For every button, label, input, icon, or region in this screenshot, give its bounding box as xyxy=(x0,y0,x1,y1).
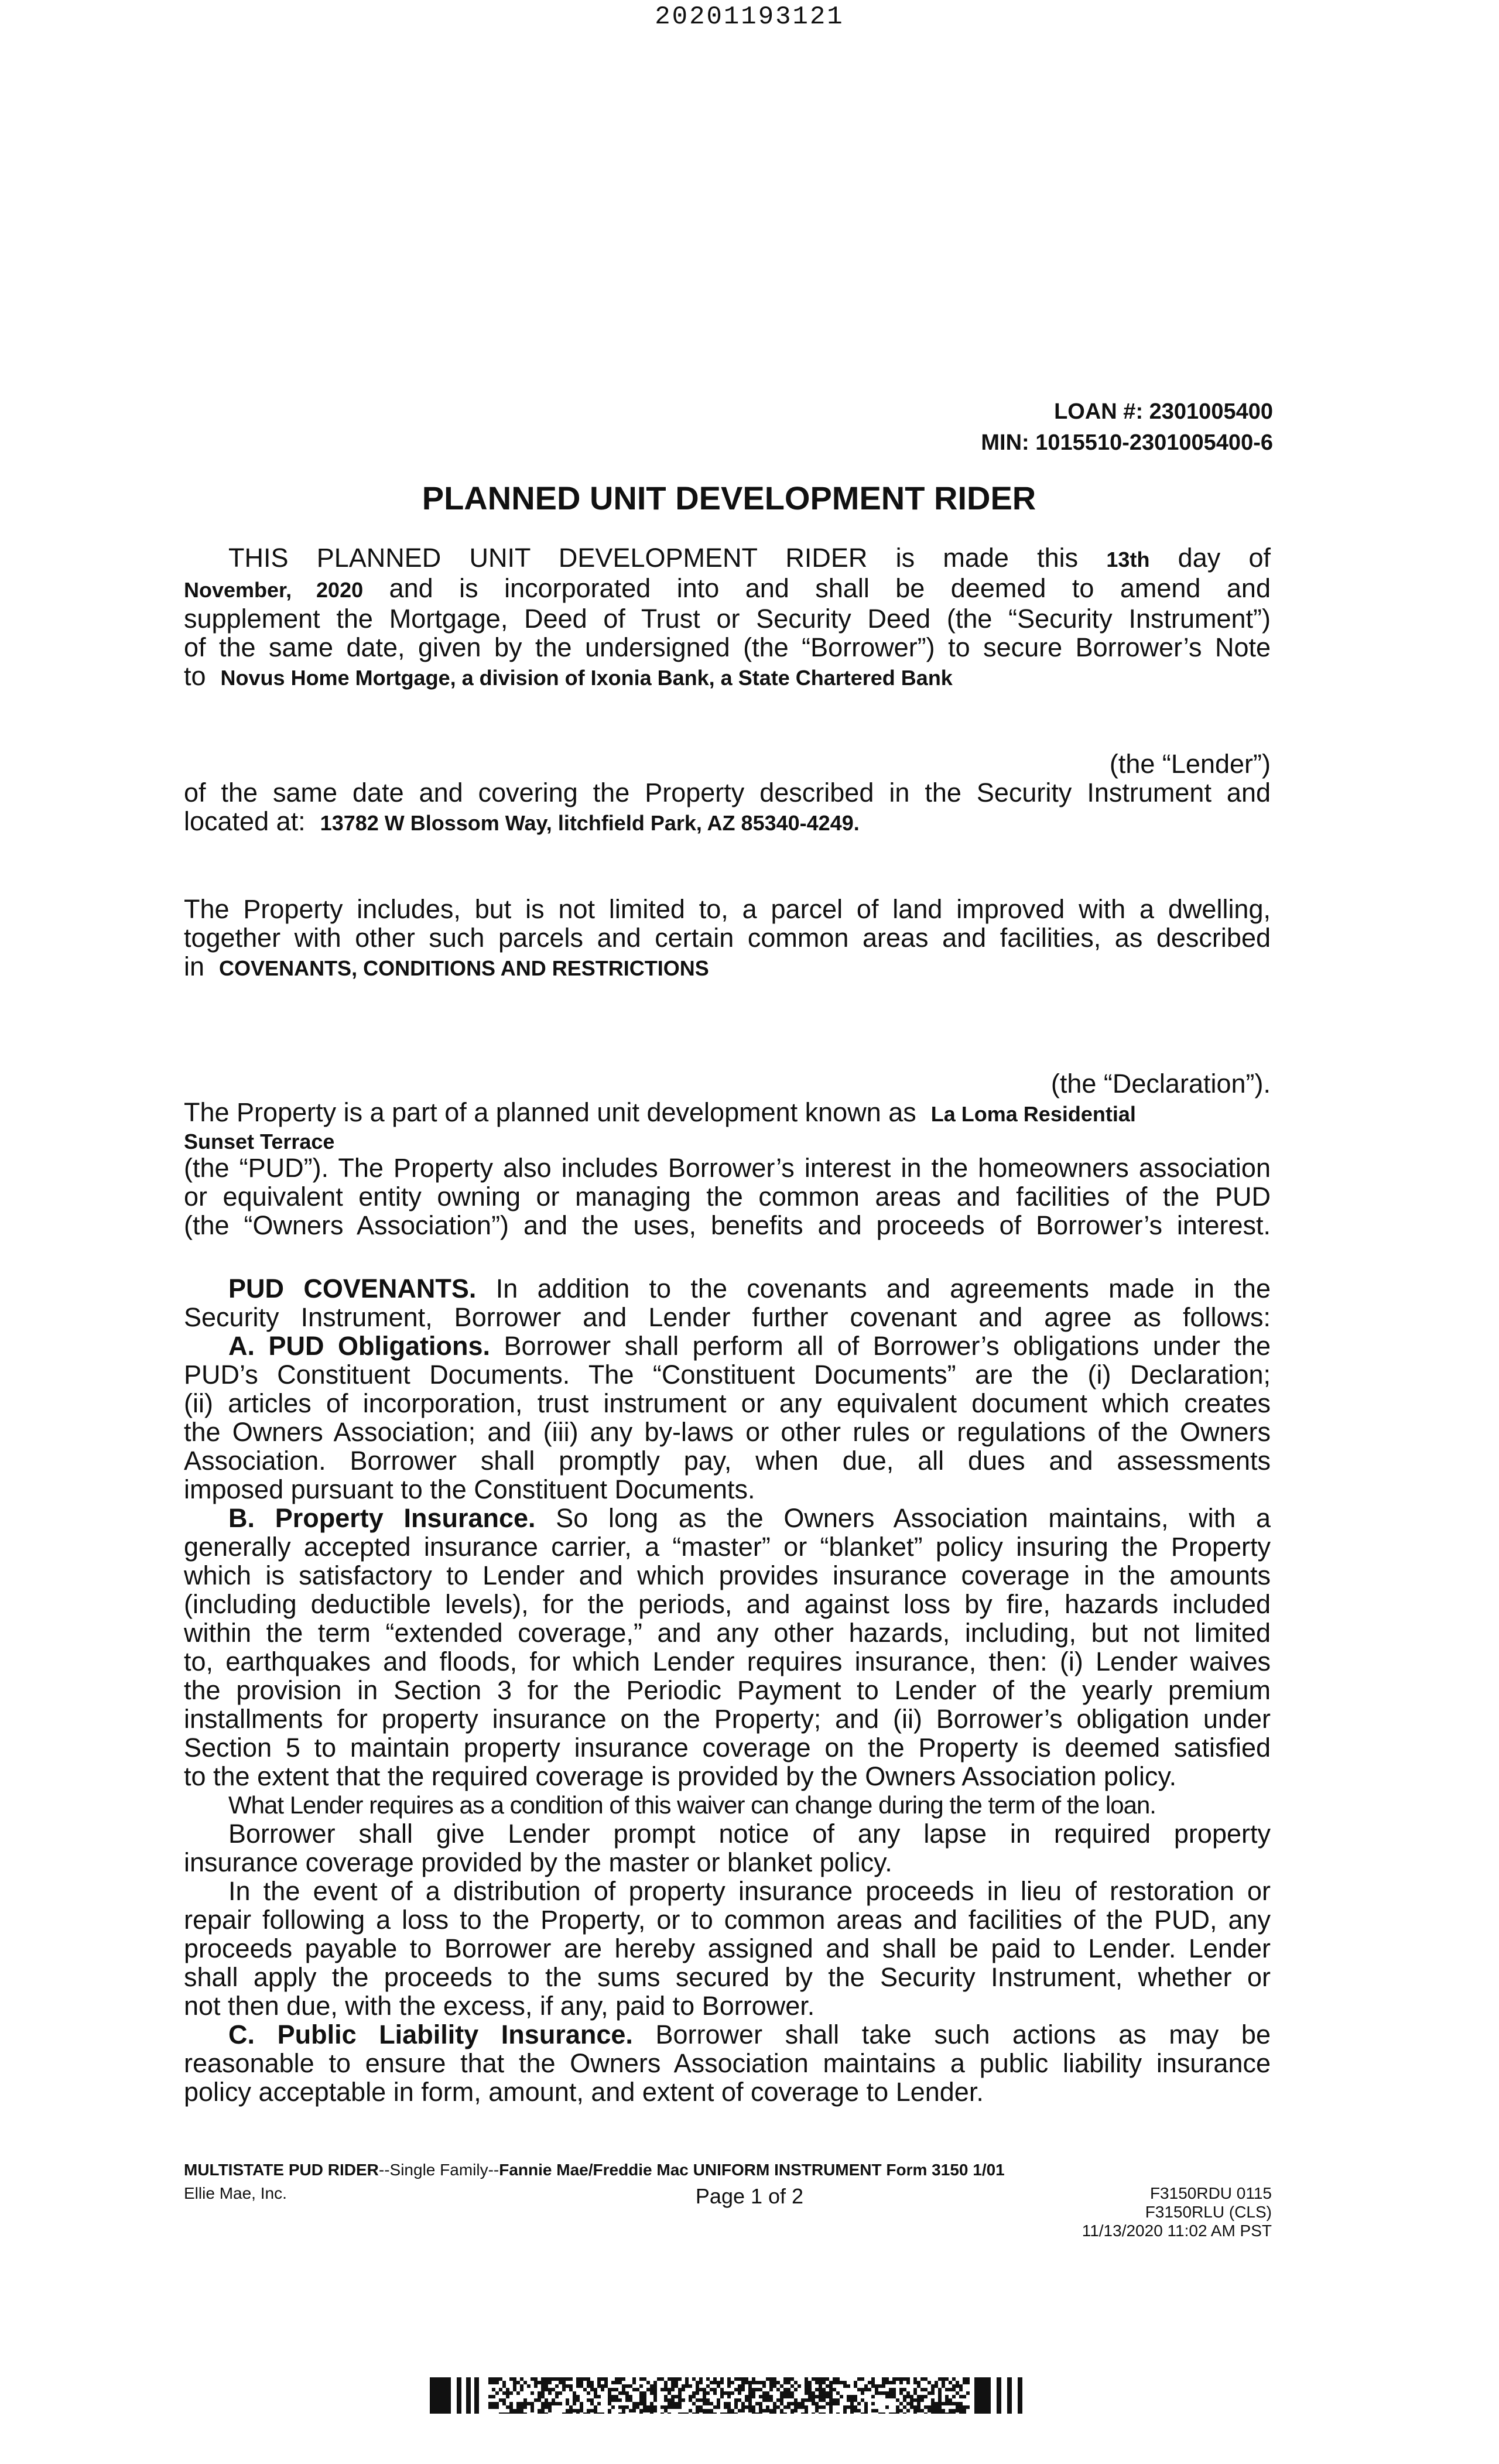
property-line-3: in COVENANTS, CONDITIONS AND RESTRICTIONS xyxy=(184,952,709,981)
property-line-2: together with other such parcels and certain common areas and facilities, as described xyxy=(184,923,1271,953)
intro-line-4: of the same date, given by the undersigned (the “Borrower”) to secure Borrower’s Note xyxy=(184,632,1271,662)
section-b-line-18: not then due, with the excess, if any, paid to Borrower. xyxy=(184,1991,815,2021)
section-b-line-1: B. Property Insurance. So long as the Owners Association maintains, with a xyxy=(228,1503,1271,1533)
the-lender-label: (the “Lender”) xyxy=(1109,749,1271,779)
intro-paragraph xyxy=(184,543,1271,692)
form-code-1: F3150RDU 0115 xyxy=(1149,2184,1272,2202)
the-declaration-label: (the “Declaration”). xyxy=(1050,1069,1271,1098)
section-b-line-9: Section 5 to maintain property insurance coverage on the Property is deemed satisfied xyxy=(184,1733,1271,1763)
section-b-line-14: In the event of a distribution of property insurance proceeds in lieu of restoration or xyxy=(228,1876,1271,1906)
pud-name-field: La Loma Residential xyxy=(930,1102,1136,1126)
section-b-line-3: which is satisfactory to Lender and which provides insurance coverage in the amounts xyxy=(184,1560,1271,1590)
section-b-line-7: the provision in Section 3 for the Periodic Payment to Lender of the yearly premium xyxy=(184,1675,1271,1705)
page-title: PLANNED UNIT DEVELOPMENT RIDER xyxy=(422,480,1036,516)
section-b-line-6: to, earthquakes and floods, for which Lender requires insurance, then: (i) Lender waives xyxy=(184,1647,1271,1676)
section-b-line-2: generally accepted insurance carrier, a “master” or “blanket” policy insuring the Property xyxy=(184,1532,1271,1562)
section-c-line-1: C. Public Liability Insurance. Borrower shall take such actions as may be xyxy=(228,2020,1271,2049)
min-number: MIN: 1015510-2301005400-6 xyxy=(981,430,1273,455)
section-b-line-11: What Lender requires as a condition of this waiver can change during the term of the loan. xyxy=(228,1791,1156,1819)
form-code-2: F3150RLU (CLS) xyxy=(1145,2203,1272,2221)
section-a-line-2: PUD’s Constituent Documents. The “Constituent Documents” are the (i) Declaration; xyxy=(184,1360,1271,1390)
property-paragraph xyxy=(184,895,1271,983)
timestamp: 11/13/2020 11:02 AM PST xyxy=(1082,2222,1272,2240)
section-b-line-16: proceeds payable to Borrower are hereby assigned and shall be paid to Lender. Lender xyxy=(184,1933,1271,1963)
covenants-section xyxy=(184,1274,1271,2106)
lender-line-3: located at: 13782 W Blossom Way, litchfield Park, AZ 85340-4249. xyxy=(184,806,860,836)
pud-line-2 xyxy=(184,1128,1271,1154)
lender-field: Novus Home Mortgage, a division of Ixonia Bank, a State Chartered Bank xyxy=(220,666,953,690)
section-a-line-3: (ii) articles of incorporation, trust instrument or any equivalent document which creates xyxy=(184,1388,1271,1418)
intro-line-3: supplement the Mortgage, Deed of Trust or Security Deed (the “Security Instrument”) xyxy=(184,604,1271,634)
section-c-heading: C. Public Liability Insurance. xyxy=(228,2020,633,2049)
loan-number: LOAN #: 2301005400 xyxy=(1054,399,1273,424)
section-b-line-15: repair following a loss to the Property, or to common areas and facilities of the PUD, any xyxy=(184,1905,1271,1935)
lender-paragraph xyxy=(184,750,1271,837)
page-number: Page 1 of 2 xyxy=(695,2184,804,2208)
covenants-heading: PUD COVENANTS. xyxy=(228,1274,477,1303)
section-c-line-2: reasonable to ensure that the Owners Association maintains a public liability insurance xyxy=(184,2048,1271,2078)
covenants-line-1: PUD COVENANTS. In addition to the covenants and agreements made in the xyxy=(228,1274,1271,1303)
section-b-line-10: to the extent that the required coverage is provided by the Owners Association policy. xyxy=(184,1761,1177,1791)
section-b-line-17: shall apply the proceeds to the sums secured by the Security Instrument, whether or xyxy=(184,1962,1271,1992)
section-a-heading: A. PUD Obligations. xyxy=(228,1331,491,1361)
pud-name-field-2: Sunset Terrace xyxy=(184,1130,335,1154)
intro-line-2: November, 2020 and is incorporated into and shall be deemed to amend and xyxy=(184,573,1271,603)
section-a-line-1: A. PUD Obligations. Borrower shall perform all of Borrower’s obligations under the xyxy=(228,1331,1271,1361)
pud-line-3: (the “PUD”). The Property also includes Borrower’s interest in the homeowners association xyxy=(184,1153,1271,1183)
address-field: 13782 W Blossom Way, litchfield Park, AZ 85340-4249. xyxy=(320,811,860,835)
pud-paragraph xyxy=(184,1069,1271,1240)
section-b-line-4: (including deductible levels), for the periods, and against loss by fire, hazards included xyxy=(184,1589,1271,1619)
section-a-line-6: imposed pursuant to the Constituent Documents. xyxy=(184,1474,755,1504)
section-a-line-5: Association. Borrower shall promptly pay, when due, all dues and assessments xyxy=(184,1446,1271,1476)
lender-line-2: of the same date and covering the Property described in the Security Instrument and xyxy=(184,778,1271,807)
section-b-heading: B. Property Insurance. xyxy=(228,1503,536,1533)
barcode-pattern xyxy=(488,2377,970,2414)
section-b-line-13: insurance coverage provided by the master or blanket policy. xyxy=(184,1847,892,1877)
section-b-line-8: installments for property insurance on the Property; and (ii) Borrower’s obligation under xyxy=(184,1704,1271,1734)
pud-line-1: The Property is a part of a planned unit development known as La Loma Residential xyxy=(184,1097,1136,1127)
intro-line-1: THIS PLANNED UNIT DEVELOPMENT RIDER is made this 13th day of xyxy=(228,543,1271,573)
publisher: Ellie Mae, Inc. xyxy=(184,2184,287,2202)
pud-line-4: or equivalent entity owning or managing the common areas and facilities of the PUD xyxy=(184,1182,1271,1212)
form-identifier: MULTISTATE PUD RIDER--Single Family--Fannie Mae/Freddie Mac UNIFORM INSTRUMENT Form 3150 1/01 xyxy=(184,2161,1005,2179)
pud-line-5: (the “Owners Association”) and the uses, benefits and proceeds of Borrower’s interest. xyxy=(184,1210,1271,1240)
barcode xyxy=(430,2377,1026,2414)
date-field: November, 2020 xyxy=(184,578,364,602)
recording-number: 20201193121 xyxy=(655,2,844,32)
section-a-line-4: the Owners Association; and (iii) any by-laws or other rules or regulations of the Owners xyxy=(184,1417,1271,1447)
section-b-line-12: Borrower shall give Lender prompt notice of any lapse in required property xyxy=(228,1819,1271,1849)
property-line-1: The Property includes, but is not limited to, a parcel of land improved with a dwelling, xyxy=(184,894,1271,924)
intro-line-5: to Novus Home Mortgage, a division of Ixonia Bank, a State Chartered Bank xyxy=(184,661,953,691)
section-b-line-5: within the term “extended coverage,” and any other hazards, including, but not limited xyxy=(184,1618,1271,1648)
covenants-line-2: Security Instrument, Borrower and Lender further covenant and agree as follows: xyxy=(184,1302,1271,1332)
day-field: 13th xyxy=(1106,547,1150,571)
declaration-field: COVENANTS, CONDITIONS AND RESTRICTIONS xyxy=(219,956,709,980)
section-c-line-3: policy acceptable in form, amount, and extent of coverage to Lender. xyxy=(184,2077,984,2107)
